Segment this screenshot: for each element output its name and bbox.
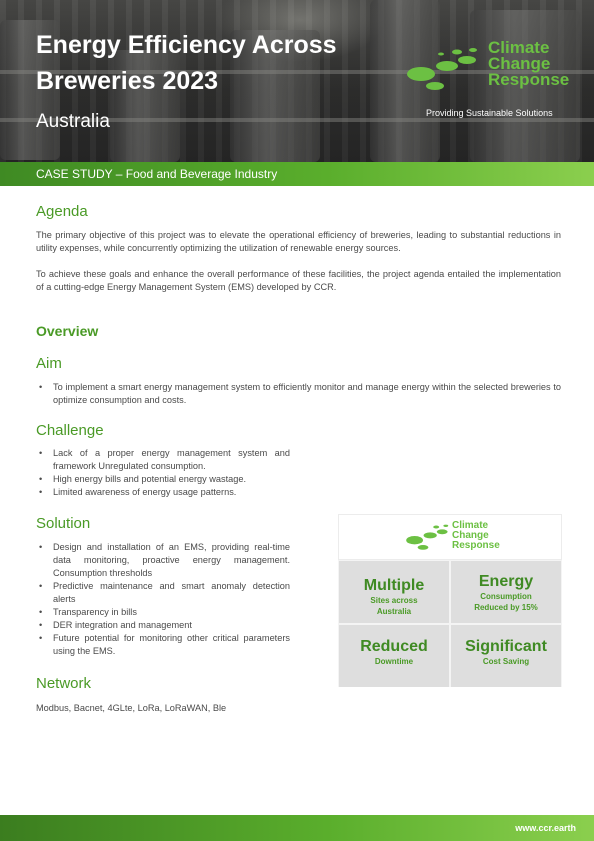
list-item: • Limited awareness of energy usage patterns. [36, 486, 290, 499]
logo-wordmark: Climate Change Response [488, 38, 570, 89]
network-text: Modbus, Bacnet, 4GLte, LoRa, LoRaWAN, Ble [36, 703, 227, 713]
overview-heading: Overview [36, 323, 99, 339]
challenge-list [36, 447, 290, 499]
list-item: • High energy bills and potential energy wastage. [36, 473, 290, 486]
network-heading: Network [36, 675, 92, 692]
footer-band [0, 815, 594, 841]
hero-banner [0, 0, 594, 162]
stat-energy-reduction: Energy Consumption Reduced by 15% [451, 561, 561, 623]
footer-url[interactable]: www.ccr.earth [515, 823, 576, 833]
stats-card [338, 514, 562, 687]
stat-cost-saving: Significant Cost Saving [451, 625, 561, 687]
list-item: • Lack of a proper energy management system and framework Unregulated consumption. [36, 447, 290, 473]
ccr-logo [405, 38, 570, 102]
list-item: • To implement a smart energy management system to efficiently monitor and manage energy within the selected breweries to optimize consumption and costs. [36, 381, 561, 407]
logo-wordmark: Climate Change Response [452, 520, 500, 551]
list-item: • Future potential for monitoring other critical parameters using the EMS. [36, 632, 290, 658]
list-item: • Predictive maintenance and smart anomaly detection alerts [36, 580, 290, 606]
agenda-paragraph-2: To achieve these goals and enhance the overall performance of these facilities, the project agenda entailed the implementation of a cutting-edge Energy Management System (EMS) developed by CCR. [36, 269, 561, 292]
list-item: • Transparency in bills [36, 606, 290, 619]
case-study-label: CASE STUDY – Food and Beverage Industry [36, 167, 278, 181]
page-subtitle: Australia [36, 111, 110, 132]
agenda-heading: Agenda [36, 203, 88, 220]
case-study-band [0, 162, 594, 186]
logo-tagline: Providing Sustainable Solutions [426, 108, 553, 118]
challenge-heading: Challenge [36, 422, 104, 439]
solution-list [36, 541, 290, 658]
solution-heading: Solution [36, 515, 91, 532]
logo-circles-icon [405, 44, 485, 100]
agenda-paragraph-1: The primary objective of this project was to elevate the operational efficiency of breweries, leading to substantial reductions in utility expenses, while concurrently optimizing the utilization of renewable energy sources. [36, 230, 561, 253]
card-logo [338, 514, 562, 560]
aim-heading: Aim [36, 355, 62, 372]
stat-reduced-downtime: Reduced Downtime [339, 625, 449, 687]
page-title: Energy Efficiency Across Breweries 2023 [36, 31, 337, 95]
stat-multiple-sites: Multiple Sites across Australia [339, 561, 449, 623]
list-item: • Design and installation of an EMS, providing real-time data monitoring, proactive energy management. Consumption thresholds [36, 541, 290, 580]
logo-circles-icon [405, 521, 453, 557]
list-item: • DER integration and management [36, 619, 290, 632]
aim-list [36, 381, 561, 407]
